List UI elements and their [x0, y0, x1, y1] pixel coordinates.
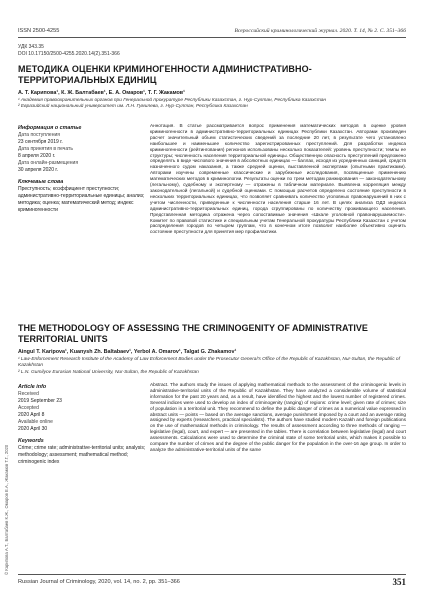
russian-affiliation-1: ¹ Академия правоохранительных органов при Генеральной прокуратуре Республики Казахстан, г. Нур-Султан, Республика Казахстан [18, 98, 327, 103]
russian-article-info [18, 123, 146, 214]
running-head [18, 14, 406, 38]
english-accepted-value: 2020 April 8 [18, 412, 45, 418]
issn: ISSN 2500-4255 [18, 28, 60, 34]
english-received-value: 2019 September 23 [18, 398, 62, 404]
english-received-label: Received [18, 391, 39, 397]
doi-link[interactable]: DOI 10.17150/2500-4255.2020.14(2).351-366 [18, 51, 120, 57]
russian-title: МЕТОДИКА ОЦЕНКИ КРИМИНОГЕННОСТИ АДМИНИСТРАТИВНО-ТЕРРИТОРИАЛЬНЫХ ЕДИНИЦ [18, 64, 312, 85]
russian-accepted-value: 8 апреля 2020 г. [18, 153, 56, 159]
russian-received-label: Дата поступления [18, 132, 60, 138]
english-online-label: Available online [18, 419, 53, 425]
russian-keywords-header: Ключевые слова [18, 179, 64, 185]
english-affiliation-1: ¹ Law-Enforcement Research Institute of the Academy of Law Enforcement Bodies under the Prosecutor General's Office of the Republic of Kazakhstan, Nur-Sultan, the Republic of Kazakhstan [18, 357, 400, 369]
copyright-side-note: © Карипова А.Т., Балтабаев К.Ж., Омаров Е.А., Жакамов Т.Г., 2020 [4, 444, 9, 575]
russian-affiliation-2: ² Евразийский национальный университет им. Л.Н. Гумилева, г. Нур-Султан, Республика Казахстан [18, 104, 248, 110]
article-identifiers [18, 44, 120, 58]
english-title: THE METHODOLOGY OF ASSESSING THE CRIMINOGENITY OF ADMINISTRATIVE TERRITORIAL UNITS [18, 323, 368, 344]
russian-affiliations [18, 98, 406, 111]
english-abstract: Abstract. The authors study the issues of applying mathematical methods to the assessment of the criminogenic levels in administrative-territorial units of the Republic of Kazakhstan. They have analyzed a considerable volume of statistical information for the past 20 years and, as a result, have identified the highest and the lowest number of registered crimes. Several indices were used to develop an index of criminogenity (ranging) of regions: crime level; given rate of crimes; size of population in a territorial unit. They recommend to define the public danger of crimes as a numerical value expressed in abstract units — points — based on the average sanctions, average punishment imposed by a court and an average rating assigned by experts (researchers, practical specialists). The authors have studied modern Kazakh and foreign publications on the use of mathematical methods in criminology. The results of assessment according to three methods of ranging — legislative (legal), court, and expert — are presented in the tables. There is correlation between legislative (legal) and court assessments. Calculations were used to determine the criminal state of some territorial units, which makes it possible to compare the number of crimes and the degree of the public danger for the population in the over-16 age group. In order to analyze the administrative-territorial units of the same [150, 382, 406, 452]
footer-journal-citation: Russian Journal of Criminology, 2020, vol. 14, no. 2, pp. 351–366 [18, 578, 180, 585]
english-keywords: Crime; crime rate; administrative-territorial units; analysis; methodology; assessment; mathematical method; criminogenic index [18, 445, 146, 465]
journal-citation-header: Всероссийский криминологический журнал. 2020. Т. 14, № 2. С. 351–366 [234, 28, 406, 34]
english-affiliation-2: ² L.N. Gumilyov Eurasian National University, Nur-Sultan, the Republic of Kazakhstan [18, 369, 199, 375]
russian-accepted-label: Дата принятия в печать [18, 146, 73, 152]
english-online-value: 2020 April 30 [18, 426, 48, 432]
page-footer [18, 574, 406, 588]
english-accepted-label: Accepted [18, 405, 39, 411]
english-article-info [18, 382, 146, 466]
russian-online-label: Дата онлайн-размещения [18, 160, 79, 166]
russian-info-header: Информация о статье [18, 125, 82, 131]
english-affiliations [18, 357, 406, 376]
russian-authors: А. Т. Карипова¹, К. Ж. Балтабаев¹, Е. А. Омаров¹, Т. Г. Жакамов¹ [18, 90, 185, 96]
russian-online-value: 30 апреля 2020 г. [18, 167, 58, 173]
udc-code: УДК 343.35 [18, 44, 44, 50]
english-authors: Aingul T. Karipova¹, Kuanysh Zh. Baltabaev¹, Yerbol A. Omarov¹, Talgat G. Zhakamov¹ [18, 349, 237, 355]
english-info-header: Article info [18, 384, 47, 390]
russian-keywords: Преступность; коэффициент преступности; административно-территориальные единицы; анализ; методика; оценка; математический метод; индекс криминогенности [18, 186, 145, 213]
russian-abstract: Аннотация. В статье рассматривается вопрос применения математических методов в оценке уровня криминогенности в административно-территориальных единицах Республики Казахстан. Авторами произведен расчет значительный объем статистических сведений за последние 20 лет, в результате чего установлено наибольшее и наименьшее количество зарегистрированных преступлений. Для разработки индекса криминогенности (рейтингования) регионов использованы несколько показателей: уровень преступности; темпы ее структуры; численность населения территориальной единицы. Общественную опасность преступлений предложено определять в виде числового значения в абсолютных единицах — баллах, исходя из усредненных санкций, средств назначенного судом наказания, а также средней оценки, выставленной экспертами (опытными практиками). Авторами изучены современные классические и зарубежные исследования, посвященные применению математических методов в криминологии. Результаты оценки по трем методам ранжирования — законодательному (легальному), судебному и экспертному — отражены в табличном материале. Выявлена корреляция между законодательной (легальной) и судебной оценками. С помощью расчетов определено состояние преступности в нескольких территориальных единицах, что позволяет сравнивать количество уголовных правонарушений в них с учетом численности, приведенные к численности населения старше 16 лет. В целях анализа ОДЗ индекса административно-территориальных единиц, города сгруппированы по количеству проживающего населения. Представленная методика отражена через сопоставимые значения «Шкале уголовной правонарушаемости». Комитет по правовой статистике и специальным учетам Генеральной прокуратуры Республики Казахстан с учетом распределения городов по четырем группам, что в конечном итоге позволит наиболее объективно оценить состояние преступности для принятия мер профилактики. [150, 123, 406, 235]
russian-received-value: 23 сентября 2019 г. [18, 139, 63, 145]
page-number: 351 [392, 576, 406, 587]
english-keywords-header: Keywords [18, 438, 44, 444]
